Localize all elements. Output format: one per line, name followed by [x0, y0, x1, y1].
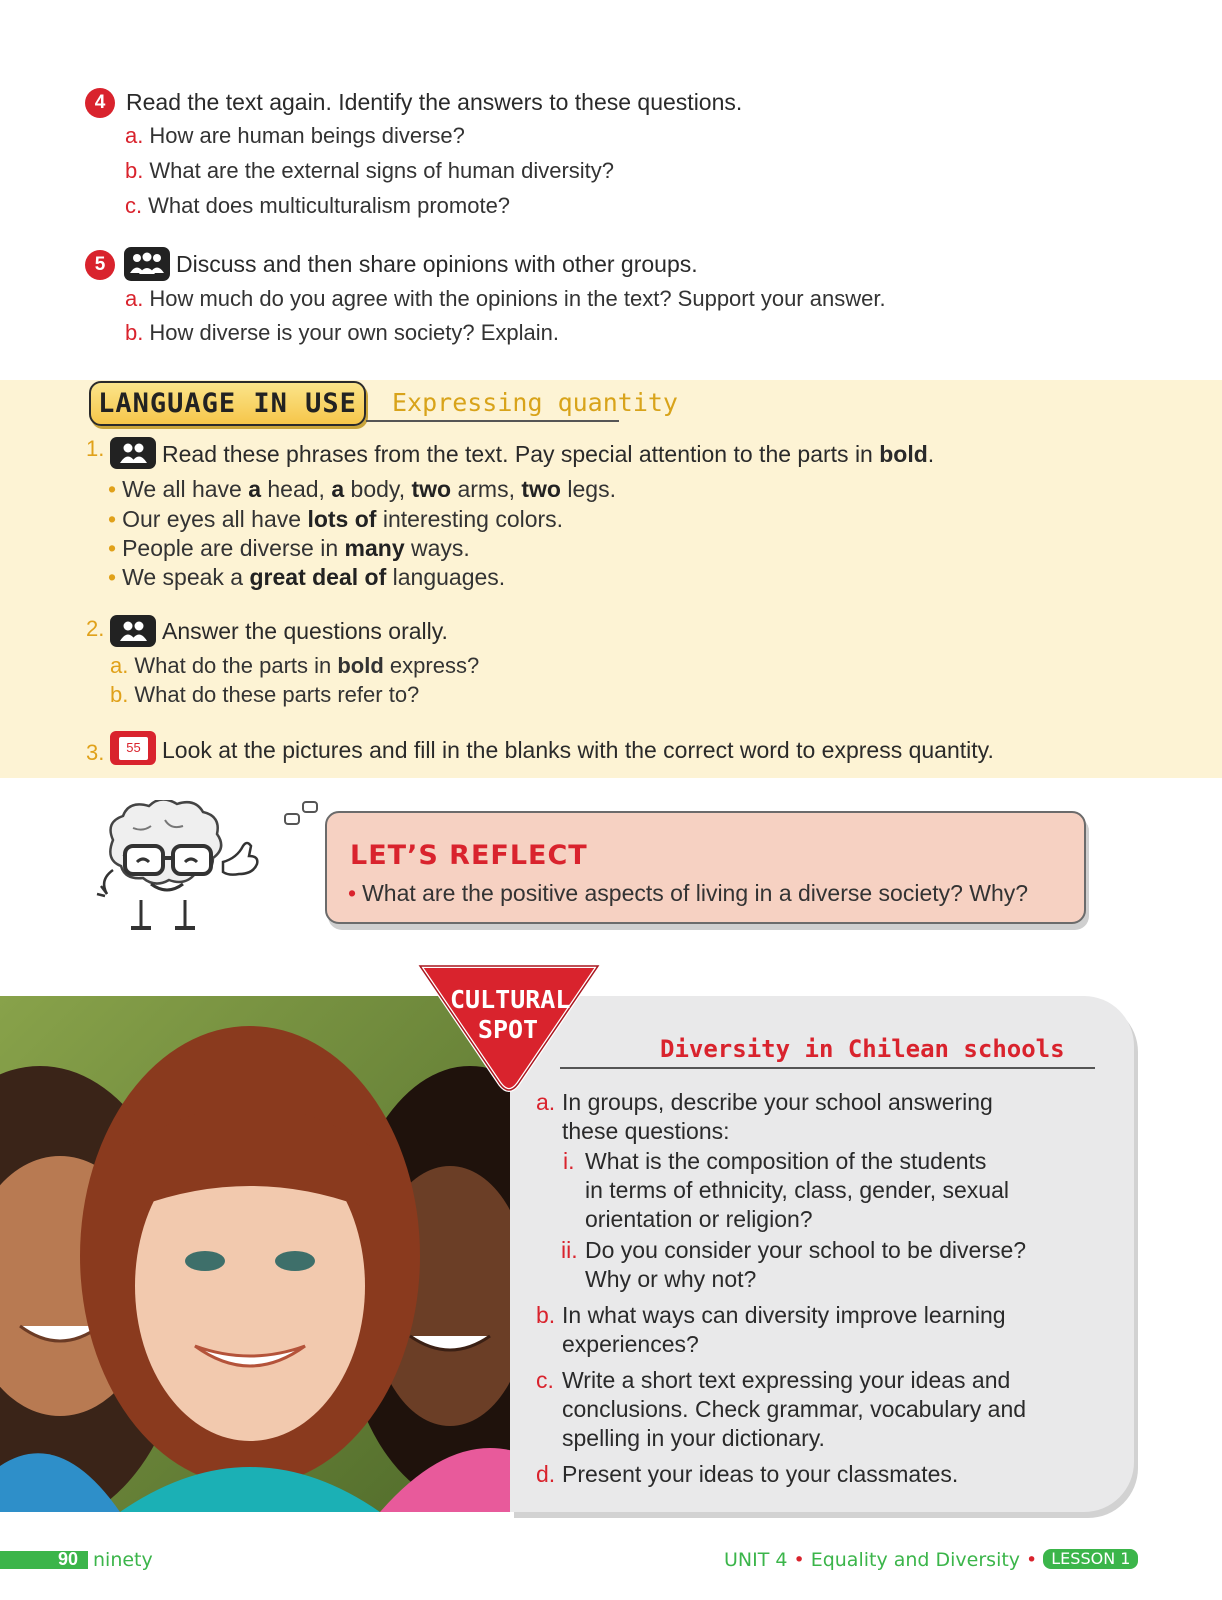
- q3-number: 3.: [86, 740, 105, 765]
- lets-reflect-title: LET’S REFLECT: [350, 840, 588, 871]
- activity-5-item-b: b. How diverse is your own society? Explain.: [125, 320, 559, 345]
- q2-number: 2.: [86, 616, 105, 641]
- cultural-spot-item-b: b. In what ways can diversity improve learning experiences?: [536, 1302, 1006, 1357]
- activity-4-item-c: c. What does multiculturalism promote?: [125, 193, 511, 218]
- q1-instruction: Read these phrases from the text. Pay special attention to the parts in bold.: [162, 441, 935, 467]
- workbook-icon: [110, 731, 156, 765]
- footer-unit-info: UNIT 4 • Equality and Diversity • LESSON 1: [724, 1549, 1138, 1571]
- cultural-spot-title: Diversity in Chilean schools: [660, 1035, 1065, 1063]
- group-icon: [124, 247, 170, 281]
- list-item: • We speak a great deal of languages.: [108, 564, 506, 590]
- cultural-spot-divider: [560, 1067, 1095, 1069]
- pair-icon: [110, 437, 156, 469]
- cultural-spot-item-a: a. In groups, describe your school answering these questions:: [536, 1089, 993, 1144]
- cultural-spot-subitem-ii: ii. Do you consider your school to be diverse? Why or why not?: [561, 1237, 1027, 1292]
- cultural-spot-label: CULTURAL SPOT: [450, 985, 571, 1044]
- activity-4-item-a: a. How are human beings diverse?: [125, 123, 465, 148]
- lesson-badge: LESSON 1: [1043, 1549, 1138, 1569]
- q2-item-b: b. What do these parts refer to?: [110, 682, 420, 707]
- q1-number: 1.: [86, 436, 105, 461]
- activity-5-item-a: a. How much do you agree with the opinions in the text? Support your answer.: [125, 286, 886, 311]
- q2-item-a: a. What do the parts in bold express?: [110, 653, 480, 678]
- language-in-use-subtitle: Expressing quantity: [392, 388, 678, 417]
- list-item: • We all have a head, a body, two arms, two legs.: [108, 476, 616, 502]
- cultural-spot-subitem-i: i. What is the composition of the students in terms of ethnicity, class, gender, sexual orientation or religion?: [563, 1148, 1009, 1232]
- list-item: • Our eyes all have lots of interesting colors.: [108, 506, 564, 532]
- activity-5-instruction: Discuss and then share opinions with other groups.: [176, 251, 698, 277]
- q3-instruction: Look at the pictures and fill in the blanks with the correct word to express quantity.: [162, 737, 994, 763]
- page-number: 90: [58, 1549, 79, 1569]
- section-divider: [366, 420, 619, 422]
- list-item: • People are diverse in many ways.: [108, 535, 470, 561]
- activity-4-number: 4: [85, 88, 115, 118]
- brain-mascot-illustration: [93, 800, 323, 940]
- q2-instruction: Answer the questions orally.: [162, 618, 448, 644]
- activity-5-number: 5: [85, 250, 115, 280]
- cultural-spot-item-c: c. Write a short text expressing your ideas and conclusions. Check grammar, vocabulary and spelling in your dictionary.: [536, 1367, 1027, 1451]
- activity-4-instruction: Read the text again. Identify the answers to these questions.: [126, 89, 743, 115]
- workbook-page: 55: [126, 740, 141, 755]
- cultural-spot-item-d: d. Present your ideas to your classmates.: [536, 1461, 959, 1487]
- pair-icon: [110, 615, 156, 647]
- lets-reflect-question: • What are the positive aspects of living in a diverse society? Why?: [348, 880, 1029, 906]
- language-in-use-label: LANGUAGE IN USE: [89, 381, 366, 426]
- page-number-word: ninety: [93, 1549, 153, 1571]
- activity-4-item-b: b. What are the external signs of human diversity?: [125, 158, 615, 183]
